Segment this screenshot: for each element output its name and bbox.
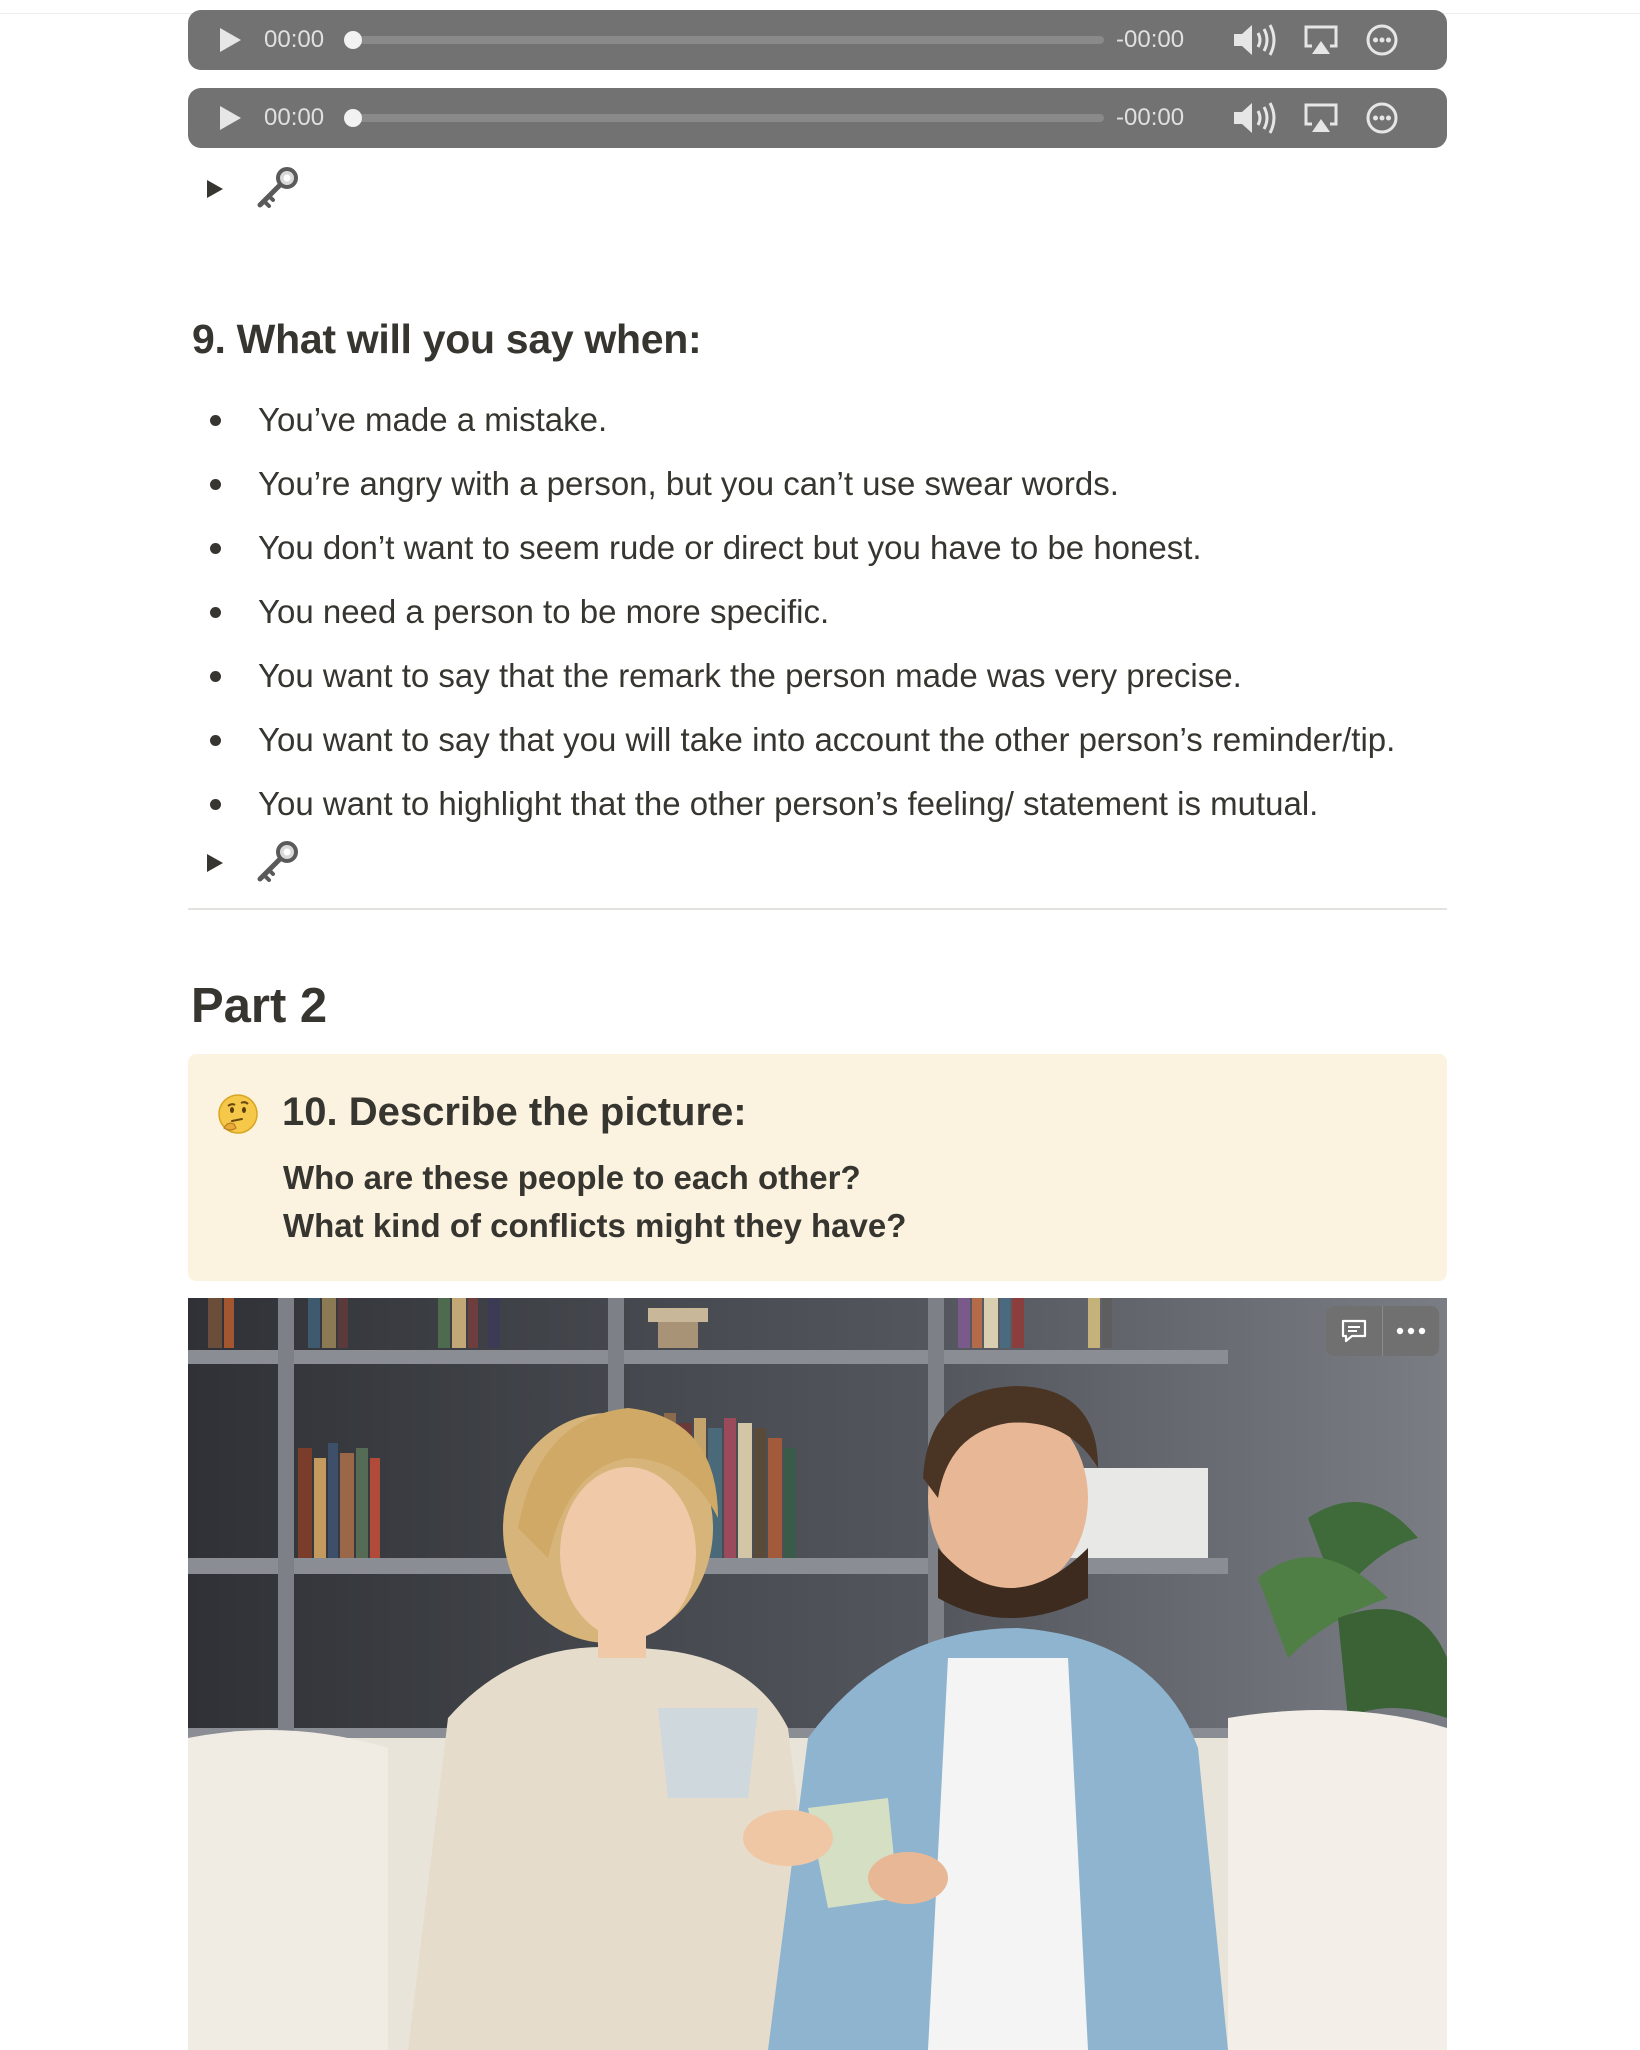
toggle-block[interactable] (200, 164, 300, 214)
list-item-text: You want to say that the remark the person made was very precise. (258, 657, 1242, 694)
play-icon[interactable] (216, 26, 244, 54)
callout-block (188, 1054, 1447, 1281)
airplay-icon[interactable] (1300, 98, 1342, 138)
bullet-dot (210, 671, 221, 682)
callout-title: 10. Describe the picture: (282, 1090, 747, 1134)
list-item-text: You’re angry with a person, but you can’t use swear words. (258, 465, 1119, 502)
toggle-block[interactable] (200, 838, 300, 888)
bullet-list (200, 388, 1450, 836)
airplay-icon[interactable] (1300, 20, 1342, 60)
seek-knob[interactable] (344, 109, 362, 127)
play-icon[interactable] (216, 104, 244, 132)
list-item-text: You want to highlight that the other person’s feeling/ statement is mutual. (258, 785, 1319, 822)
callout-line: What kind of conflicts might they have? (283, 1207, 907, 1244)
photo-image[interactable] (188, 1298, 1447, 2050)
seek-knob[interactable] (344, 31, 362, 49)
key-icon (252, 165, 300, 213)
bullet-dot (210, 735, 221, 746)
divider (188, 908, 1447, 910)
bullet-dot (210, 799, 221, 810)
bullet-dot (210, 543, 221, 554)
callout-text (283, 1154, 906, 1250)
list-item-text: You’ve made a mistake. (258, 401, 608, 438)
more-icon[interactable] (1383, 1306, 1439, 1356)
volume-icon[interactable] (1230, 20, 1280, 60)
image-toolbar (1326, 1306, 1439, 1356)
thinking-face-emoji[interactable] (216, 1092, 260, 1136)
volume-icon[interactable] (1230, 98, 1280, 138)
comment-icon[interactable] (1326, 1306, 1382, 1356)
list-item (200, 516, 1450, 580)
more-icon[interactable] (1362, 98, 1402, 138)
bullet-dot (210, 479, 221, 490)
section-heading: 9. What will you say when: (192, 316, 702, 362)
list-item (200, 452, 1450, 516)
list-item (200, 708, 1450, 772)
audio-player[interactable] (188, 10, 1447, 70)
current-time: 00:00 (264, 26, 325, 53)
remaining-time: -00:00 (1116, 26, 1185, 53)
key-icon (252, 839, 300, 887)
triangle-right-icon[interactable] (200, 174, 230, 204)
seek-bar[interactable] (346, 36, 1104, 44)
list-item-text: You don’t want to seem rude or direct but you have to be honest. (258, 529, 1202, 566)
list-item-text: You need a person to be more specific. (258, 593, 830, 630)
list-item-text: You want to say that you will take into account the other person’s reminder/tip. (258, 721, 1396, 758)
list-item (200, 388, 1450, 452)
current-time: 00:00 (264, 104, 325, 131)
callout-line: Who are these people to each other? (283, 1159, 861, 1196)
part-heading: Part 2 (191, 979, 328, 1033)
bullet-dot (210, 415, 221, 426)
list-item (200, 772, 1450, 836)
bullet-dot (210, 607, 221, 618)
triangle-right-icon[interactable] (200, 848, 230, 878)
audio-player[interactable] (188, 88, 1447, 148)
more-icon[interactable] (1362, 20, 1402, 60)
list-item (200, 580, 1450, 644)
remaining-time: -00:00 (1116, 104, 1185, 131)
photo-illustration (188, 1298, 1447, 2050)
list-item (200, 644, 1450, 708)
seek-bar[interactable] (346, 114, 1104, 122)
